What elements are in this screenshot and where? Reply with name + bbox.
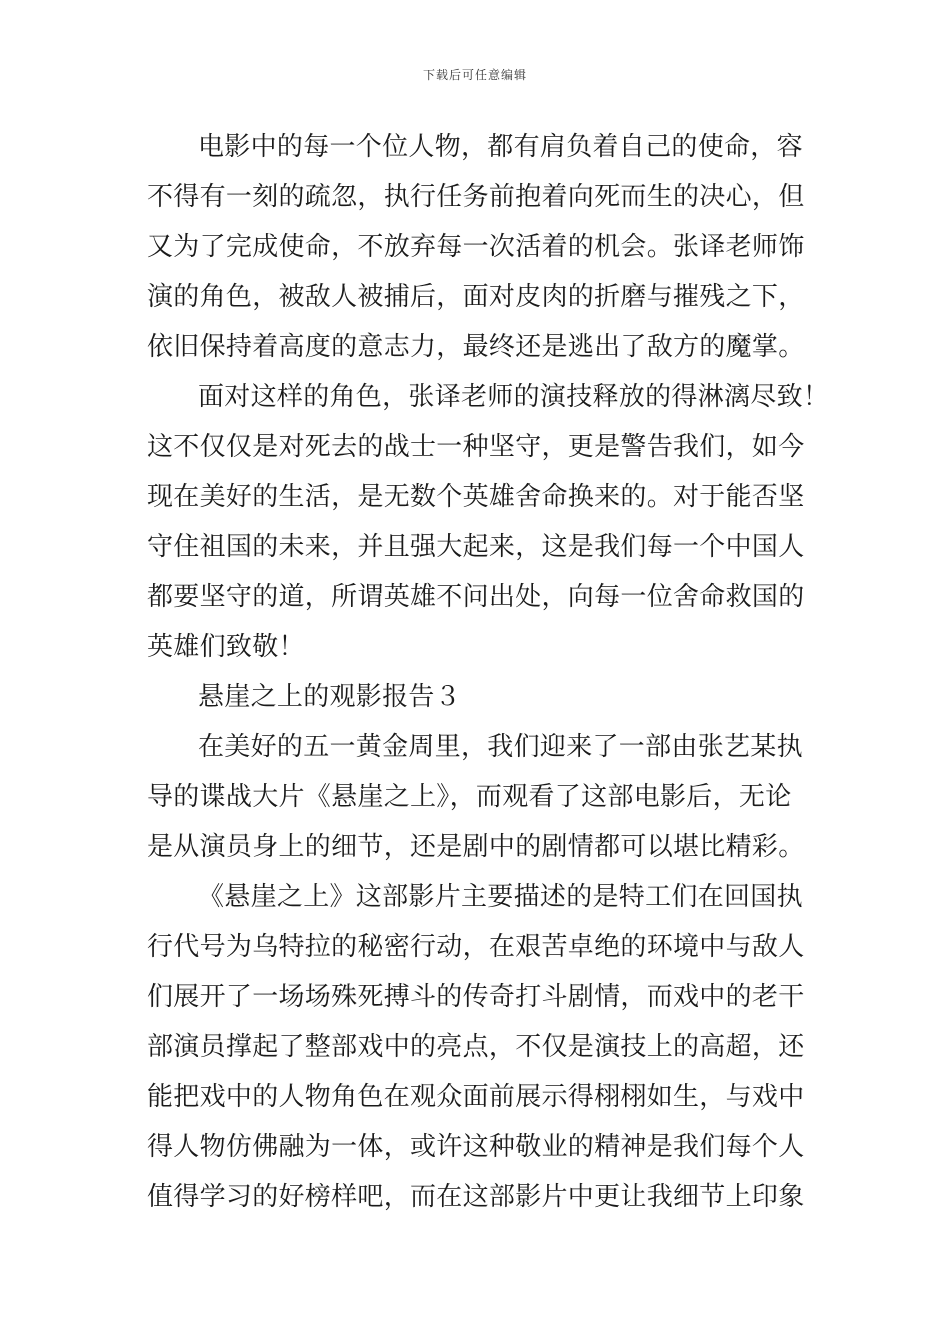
text-line: 守住祖国的未来，并且强大起来，这是我们每一个中国人 [147, 532, 805, 562]
text-line: 英雄们致敬！ [147, 632, 305, 662]
text-line: 能把戏中的人物角色在观众面前展示得栩栩如生，与戏中 [147, 1082, 805, 1112]
header-note: 下载后可任意编辑 [422, 68, 527, 82]
text-line: 《悬崖之上》这部影片主要描述的是特工们在回国执 [198, 882, 803, 912]
text-line: 是从演员身上的细节，还是剧中的剧情都可以堪比精彩。 [147, 832, 805, 862]
text-line: 值得学习的好榜样吧，而在这部影片中更让我细节上印象 [147, 1182, 805, 1212]
text-line: 又为了完成使命，不放弃每一次活着的机会。张译老师饰 [147, 232, 805, 262]
text-line: 导的谍战大片《悬崖之上》，而观看了这部电影后，无论 [147, 782, 792, 812]
text-line: 不得有一刻的疏忽，执行任务前抱着向死而生的决心，但 [147, 182, 805, 212]
text-line: 部演员撑起了整部戏中的亮点，不仅是演技上的高超，还 [147, 1032, 805, 1062]
text-line: 现在美好的生活，是无数个英雄舍命换来的。对于能否坚 [147, 482, 805, 512]
text-line: 演的角色，被敌人被捕后，面对皮肉的折磨与摧残之下， [147, 282, 805, 312]
text-line: 得人物仿佛融为一体，或许这种敬业的精神是我们每个人 [147, 1132, 805, 1162]
text-line: 这不仅仅是对死去的战士一种坚守，更是警告我们，如今 [147, 432, 805, 462]
text-line: 行代号为乌特拉的秘密行动，在艰苦卓绝的环境中与敌人 [147, 932, 805, 962]
section-heading: 悬崖之上的观影报告３ [198, 682, 462, 712]
text-line: 电影中的每一个位人物，都有肩负着自己的使命，容 [198, 132, 803, 162]
text-line: 都要坚守的道，所谓英雄不问出处，向每一位舍命救国的 [147, 582, 805, 612]
text-line: 在美好的五一黄金周里，我们迎来了一部由张艺某执 [198, 732, 803, 762]
text-line: 依旧保持着高度的意志力，最终还是逃出了敌方的魔掌。 [147, 332, 805, 362]
text-line: 面对这样的角色，张译老师的演技释放的得淋漓尽致！ [198, 382, 830, 412]
text-line: 们展开了一场场殊死搏斗的传奇打斗剧情，而戏中的老干 [147, 982, 805, 1012]
